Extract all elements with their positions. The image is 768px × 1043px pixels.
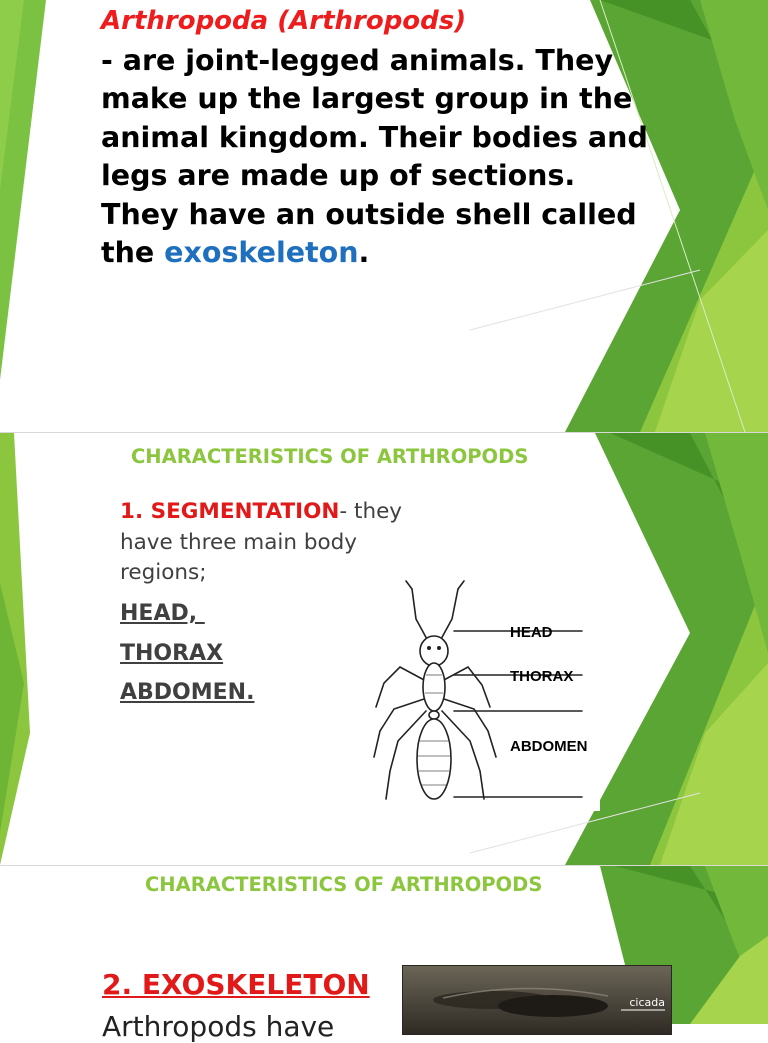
definition-end: . — [358, 236, 370, 270]
segmentation-text: - they have three main body regions; — [120, 499, 403, 585]
body-regions-list — [120, 594, 254, 713]
segmentation-label: 1. SEGMENTATION — [120, 499, 340, 524]
definition-text — [101, 42, 661, 272]
characteristics-heading: CHARACTERISTICS OF ARTHROPODS — [145, 873, 543, 896]
slide-2 — [0, 433, 768, 865]
diagram-label-head: HEAD — [510, 624, 553, 641]
slide-title: Arthropoda (Arthropods) — [101, 6, 467, 36]
exoskeleton-term: exoskeleton — [164, 236, 359, 270]
ant-diagram — [350, 571, 600, 811]
slide-1 — [0, 0, 768, 432]
ant-illustration — [350, 571, 600, 811]
characteristics-heading: CHARACTERISTICS OF ARTHROPODS — [131, 445, 529, 468]
diagram-label-thorax: THORAX — [510, 668, 574, 685]
definition-body: - are joint-legged animals. They make up the largest group in the animal kingdom. Their bodies and legs are made up of sections. They have an outside shell called the — [101, 44, 648, 270]
region-head: HEAD, — [120, 601, 205, 626]
diagram-label-abdomen: ABDOMEN — [510, 738, 588, 755]
exoskeleton-text: Arthropods have — [102, 1010, 335, 1043]
region-thorax: THORAX — [120, 640, 224, 666]
exoskeleton-label: 2. EXOSKELETON — [102, 968, 370, 1001]
cicada-photo — [402, 965, 672, 1035]
region-abdomen: ABDOMEN. — [120, 680, 255, 705]
slide-3 — [0, 866, 768, 1043]
cicada-label: cicada — [629, 996, 665, 1009]
